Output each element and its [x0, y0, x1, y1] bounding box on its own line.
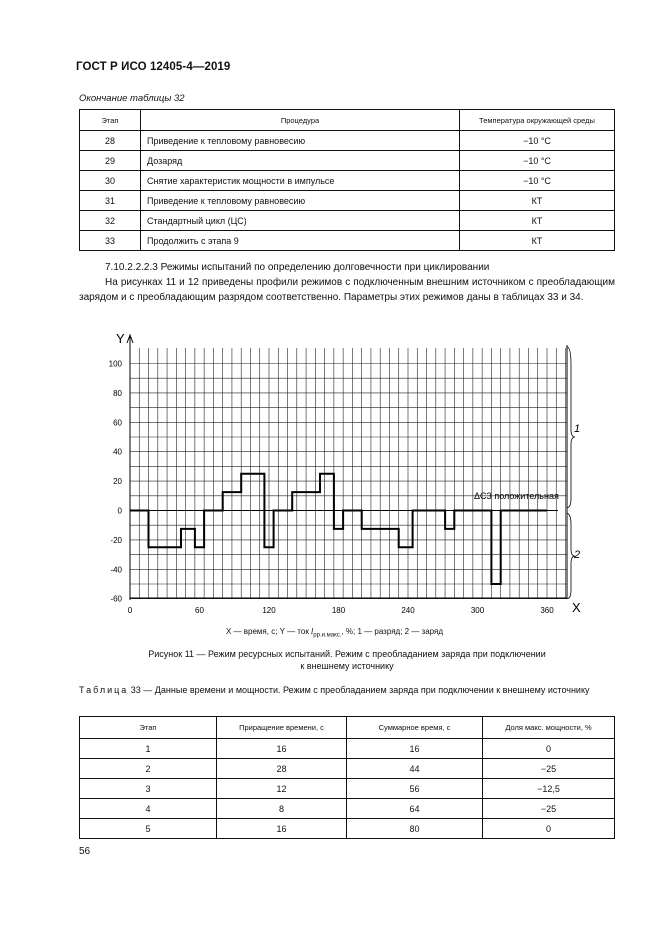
- column-header-step: Этап: [80, 110, 141, 131]
- column-header-procedure: Процедура: [141, 110, 460, 131]
- y-tick-label: 20: [113, 477, 122, 487]
- cell-step: 3: [80, 779, 217, 799]
- cell-total: 56: [347, 779, 483, 799]
- cell-step: 1: [80, 739, 217, 759]
- table33-caption-prefix: Таблица: [79, 685, 129, 695]
- y-axis-label: Y: [116, 331, 125, 346]
- y-tick-label: 80: [113, 388, 122, 398]
- cell-power: 0: [483, 739, 615, 759]
- table-row: [80, 739, 615, 759]
- table-row: [80, 799, 615, 819]
- figure-caption-line1: Рисунок 11 — Режим ресурсных испытаний. Режим с преобладанием заряда при подключении: [148, 649, 546, 659]
- document-header: ГОСТ Р ИСО 12405-4—2019: [76, 61, 231, 73]
- x-tick-label: 120: [262, 606, 276, 615]
- x-tick-label: 240: [401, 606, 415, 615]
- x-tick-label: 360: [540, 606, 554, 615]
- x-tick-label: 180: [331, 606, 346, 615]
- table-33: [79, 716, 615, 839]
- page-number: 56: [79, 846, 91, 857]
- cell-temperature: −10 °С: [460, 171, 615, 191]
- y-tick-label: 60: [113, 418, 122, 428]
- table33-caption-text: 33 — Данные времени и мощности. Режим с преобладанием заряда при подключении к внешнему источнику: [128, 685, 590, 695]
- table-row: [80, 819, 615, 839]
- x-tick-label: 300: [470, 606, 485, 615]
- table-row: [80, 759, 615, 779]
- cell-step: 33: [80, 231, 141, 251]
- x-tick-label: 0: [127, 606, 133, 615]
- table-header-row: [80, 717, 615, 739]
- cell-temperature: КТ: [460, 231, 615, 251]
- cell-procedure: Приведение к тепловому равновесию: [141, 191, 460, 211]
- legend-sub: рр.и.макс.: [313, 632, 342, 639]
- cell-procedure: Снятие характеристик мощности в импульсе: [141, 171, 460, 191]
- cell-procedure: Приведение к тепловому равновесию: [141, 131, 460, 151]
- column-header-time-increment: Приращение времени, с: [217, 717, 347, 739]
- figure-caption: [140, 648, 554, 672]
- legend-i: I: [311, 627, 314, 636]
- chart-ticks: [109, 360, 555, 616]
- cell-step: 5: [80, 819, 217, 839]
- legend-rest: , %; 1 — разряд; 2 — заряд: [341, 627, 444, 636]
- cell-procedure: Продолжить с этапа 9: [141, 231, 460, 251]
- body-paragraph: На рисунках 11 и 12 приведены профили режимов с подключенным внешним источником с преобладающим зарядом и с преобладающим разрядом соответственно. Параметры этих режимов даны в таблицах 33 и 34.: [79, 277, 615, 303]
- cell-step: 32: [80, 211, 141, 231]
- cell-total: 16: [347, 739, 483, 759]
- legend-x: X — время, с; Y — ток: [226, 627, 312, 636]
- cell-power: −25: [483, 759, 615, 779]
- table-row: [80, 779, 615, 799]
- cell-temperature: КТ: [460, 191, 615, 211]
- column-header-total-time: Суммарное время, с: [347, 717, 483, 739]
- cell-step: 28: [80, 131, 141, 151]
- table33-caption: [79, 684, 615, 696]
- y-tick-label: -40: [110, 565, 122, 575]
- x-tick-label: 60: [195, 606, 204, 615]
- cell-step: 2: [80, 759, 217, 779]
- cell-temperature: −10 °С: [460, 151, 615, 171]
- table32-caption: Окончание таблицы 32: [79, 93, 185, 104]
- chart-annotations: [474, 347, 580, 599]
- marker-2: 2: [574, 549, 581, 561]
- column-header-step: Этап: [80, 717, 217, 739]
- column-header-power-share: Доля макс. мощности, %: [483, 717, 615, 739]
- y-tick-label: 0: [117, 506, 122, 516]
- cell-power: −12,5: [483, 779, 615, 799]
- cell-temperature: КТ: [460, 211, 615, 231]
- figure-caption-line2: к внешнему источнику: [300, 661, 394, 671]
- cell-increment: 8: [217, 799, 347, 819]
- annotation-delta-soc: ΔСЗ положительная: [474, 491, 559, 501]
- cell-step: 30: [80, 171, 141, 191]
- cell-total: 64: [347, 799, 483, 819]
- cell-power: 0: [483, 819, 615, 839]
- cell-power: −25: [483, 799, 615, 819]
- cell-temperature: −10 °С: [460, 131, 615, 151]
- cell-total: 80: [347, 819, 483, 839]
- cell-step: 4: [80, 799, 217, 819]
- column-header-temperature: Температура окружающей среды: [460, 110, 615, 131]
- cell-procedure: Дозаряд: [141, 151, 460, 171]
- cell-increment: 12: [217, 779, 347, 799]
- cell-total: 44: [347, 759, 483, 779]
- marker-1: 1: [574, 423, 581, 435]
- cell-procedure: Стандартный цикл (ЦС): [141, 211, 460, 231]
- figure-legend: [226, 627, 443, 639]
- cell-step: 31: [80, 191, 141, 211]
- y-tick-label: -60: [110, 594, 122, 604]
- y-tick-label: -20: [110, 535, 122, 545]
- y-tick-label: 100: [108, 359, 122, 369]
- cell-increment: 16: [217, 819, 347, 839]
- section-title: 7.10.2.2.2.3 Режимы испытаний по определению долговечности при циклировании: [105, 262, 490, 273]
- x-axis-label: X: [572, 600, 581, 615]
- cell-increment: 16: [217, 739, 347, 759]
- cell-step: 29: [80, 151, 141, 171]
- y-tick-label: 40: [113, 447, 122, 457]
- cell-increment: 28: [217, 759, 347, 779]
